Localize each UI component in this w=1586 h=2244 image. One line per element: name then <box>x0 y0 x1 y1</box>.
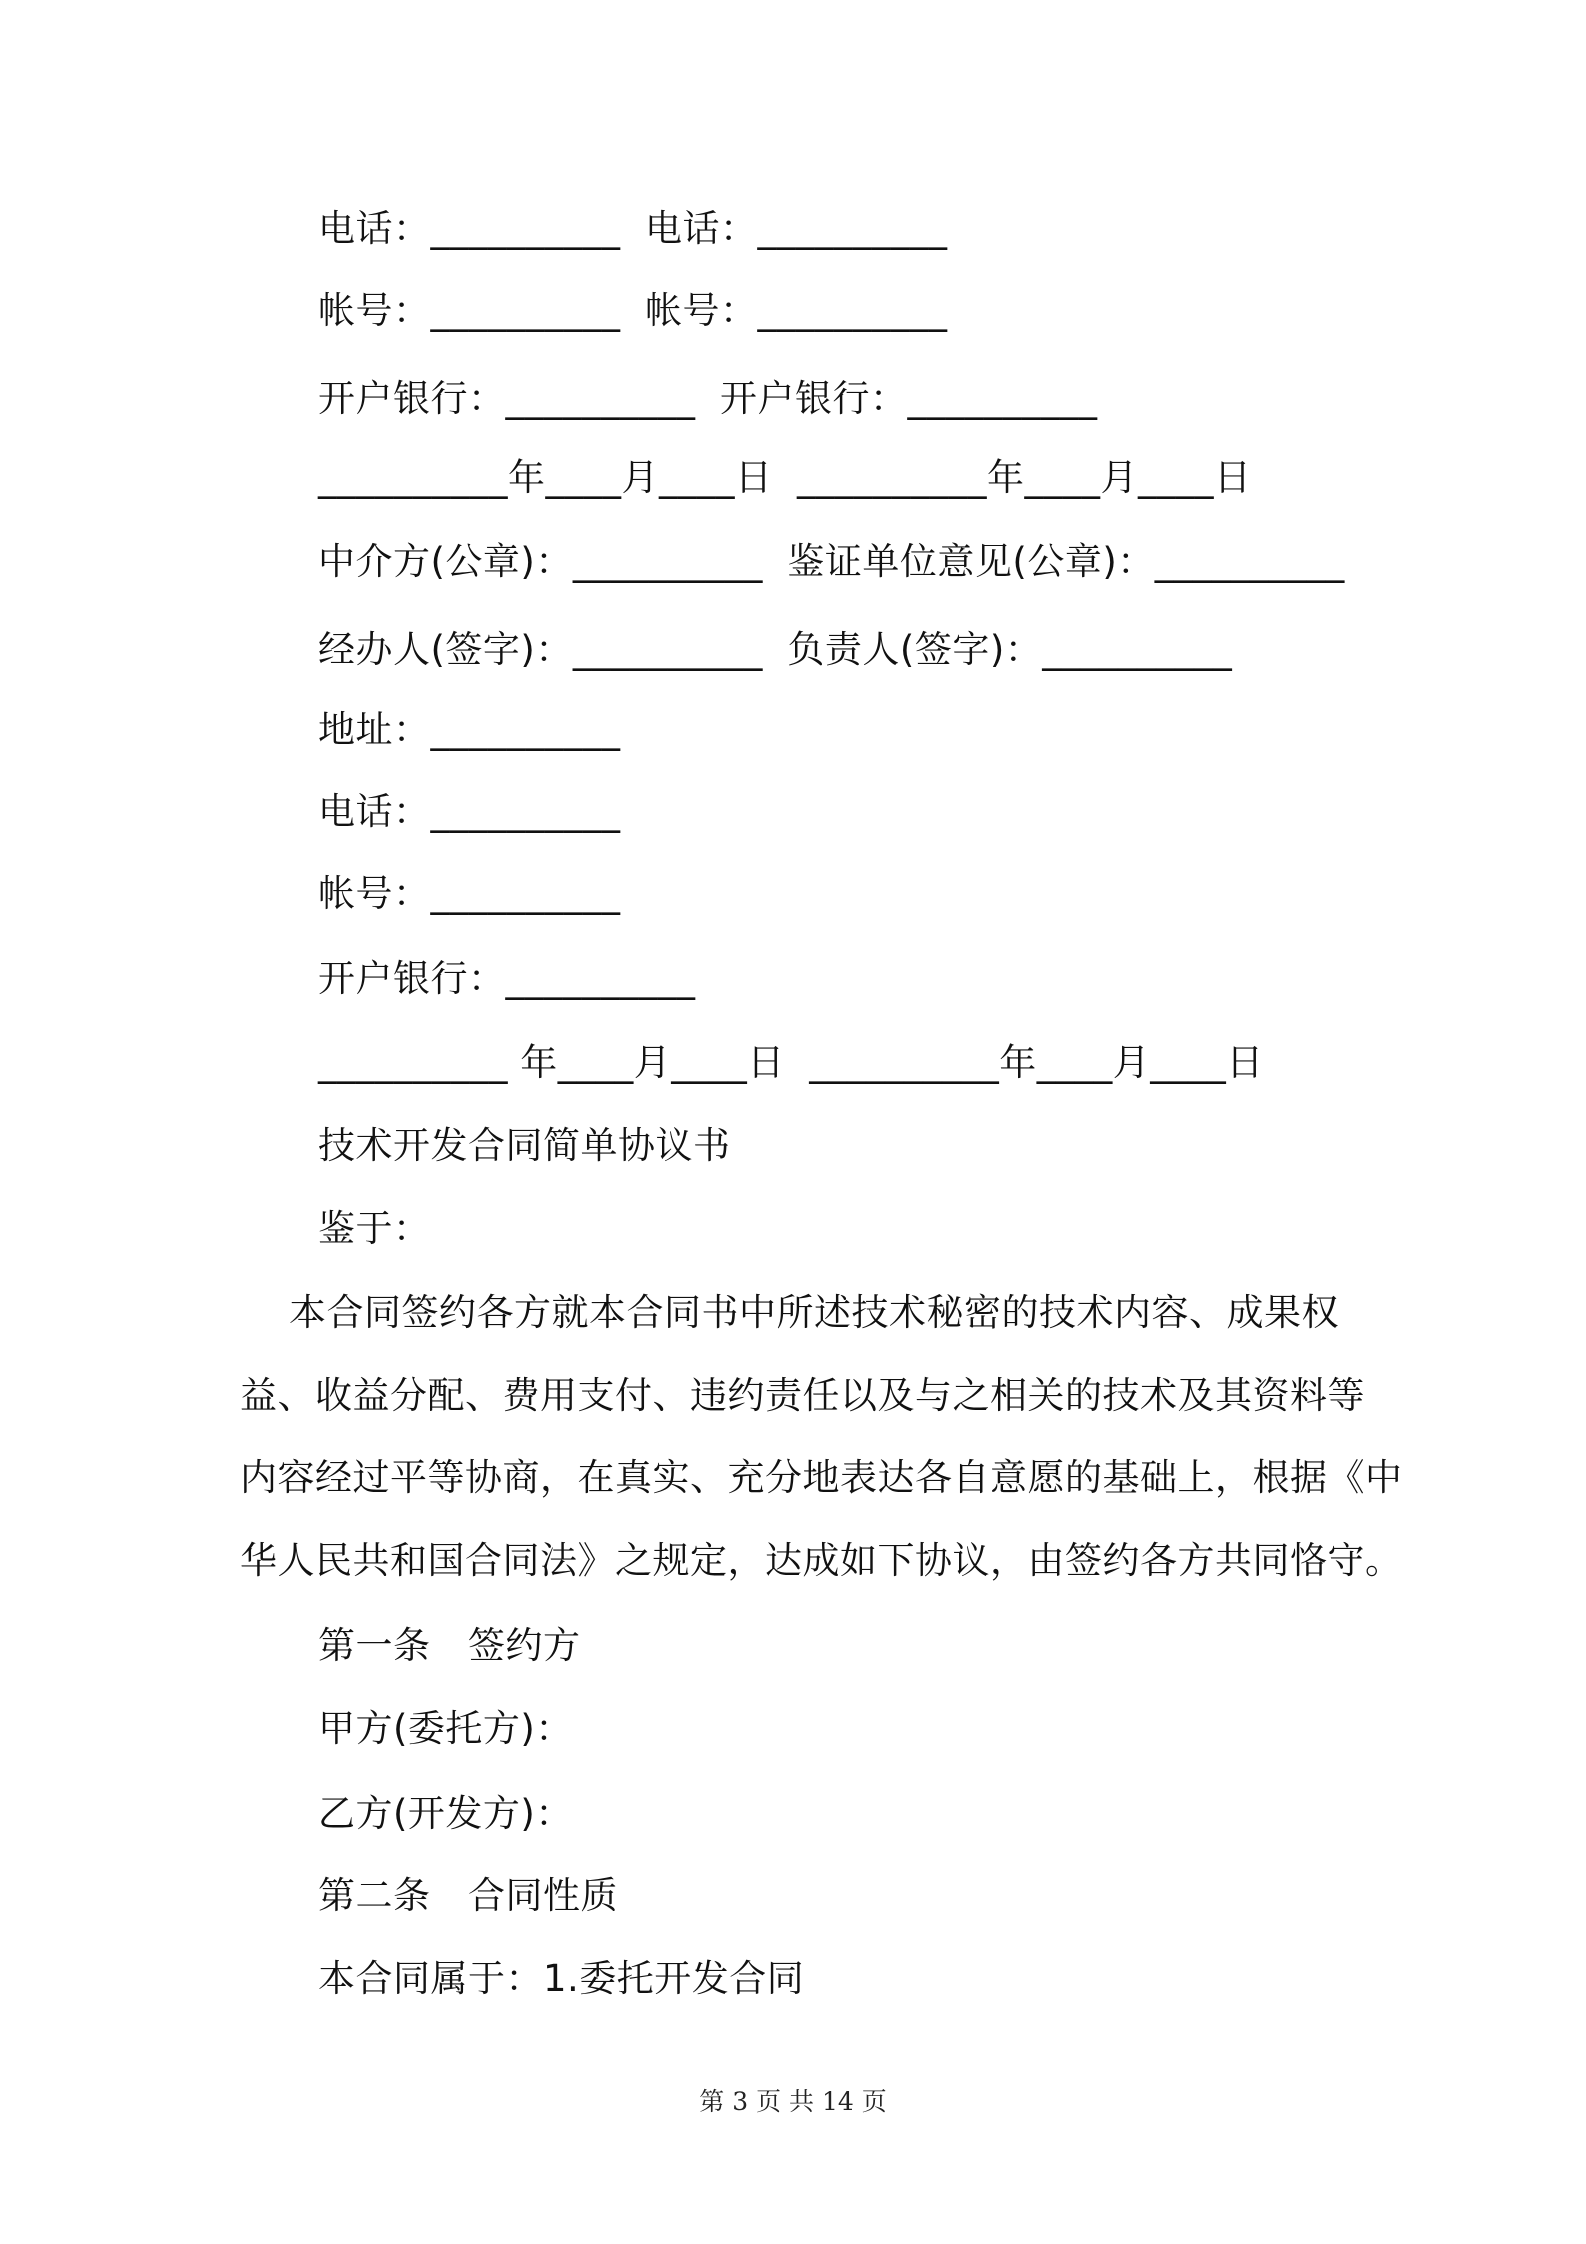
bank-line-2: 开户银行：__________ <box>318 957 696 1000</box>
address-line: 地址：__________ <box>318 708 621 751</box>
paragraph-line-4: 华人民共和国合同法》之规定，达成如下协议，由签约各方共同恪守。 <box>240 1539 1403 1582</box>
account-line: 帐号：__________ 帐号：__________ <box>318 289 948 332</box>
document-title: 技术开发合同简单协议书 <box>318 1124 731 1167</box>
article-one-heading: 第一条 签约方 <box>318 1624 581 1667</box>
bank-line: 开户银行：__________ 开户银行：__________ <box>318 377 1098 420</box>
article-two-heading: 第二条 合同性质 <box>318 1874 618 1917</box>
party-a-line: 甲方(委托方)： <box>318 1707 573 1750</box>
paragraph-line-3: 内容经过平等协商，在真实、充分地表达各自意愿的基础上，根据《中 <box>240 1456 1403 1499</box>
phone-line: 电话：__________ 电话：__________ <box>318 207 948 250</box>
contract-type-line: 本合同属于：1.委托开发合同 <box>318 1957 805 2000</box>
page-number-footer: 第 3 页 共 14 页 <box>699 2087 887 2116</box>
phone-line-2: 电话：__________ <box>318 790 621 833</box>
account-line-2: 帐号：__________ <box>318 872 621 915</box>
date-line: __________年____月____日 __________年____月____日 <box>318 456 1252 499</box>
paragraph-line-1: 本合同签约各方就本合同书中所述技术秘密的技术内容、成果权 <box>240 1291 1340 1334</box>
intermediary-line: 中介方(公章)：__________ 鉴证单位意见(公章)：__________ <box>318 540 1345 583</box>
party-b-line: 乙方(开发方)： <box>318 1792 573 1835</box>
paragraph-line-2: 益、收益分配、费用支付、违约责任以及与之相关的技术及其资料等 <box>240 1374 1365 1417</box>
date-line-2: __________ 年____月____日 __________年____月____日 <box>318 1041 1264 1084</box>
handler-line: 经办人(签字)：__________ 负责人(签字)：__________ <box>318 628 1233 671</box>
whereas-label: 鉴于： <box>318 1207 431 1250</box>
